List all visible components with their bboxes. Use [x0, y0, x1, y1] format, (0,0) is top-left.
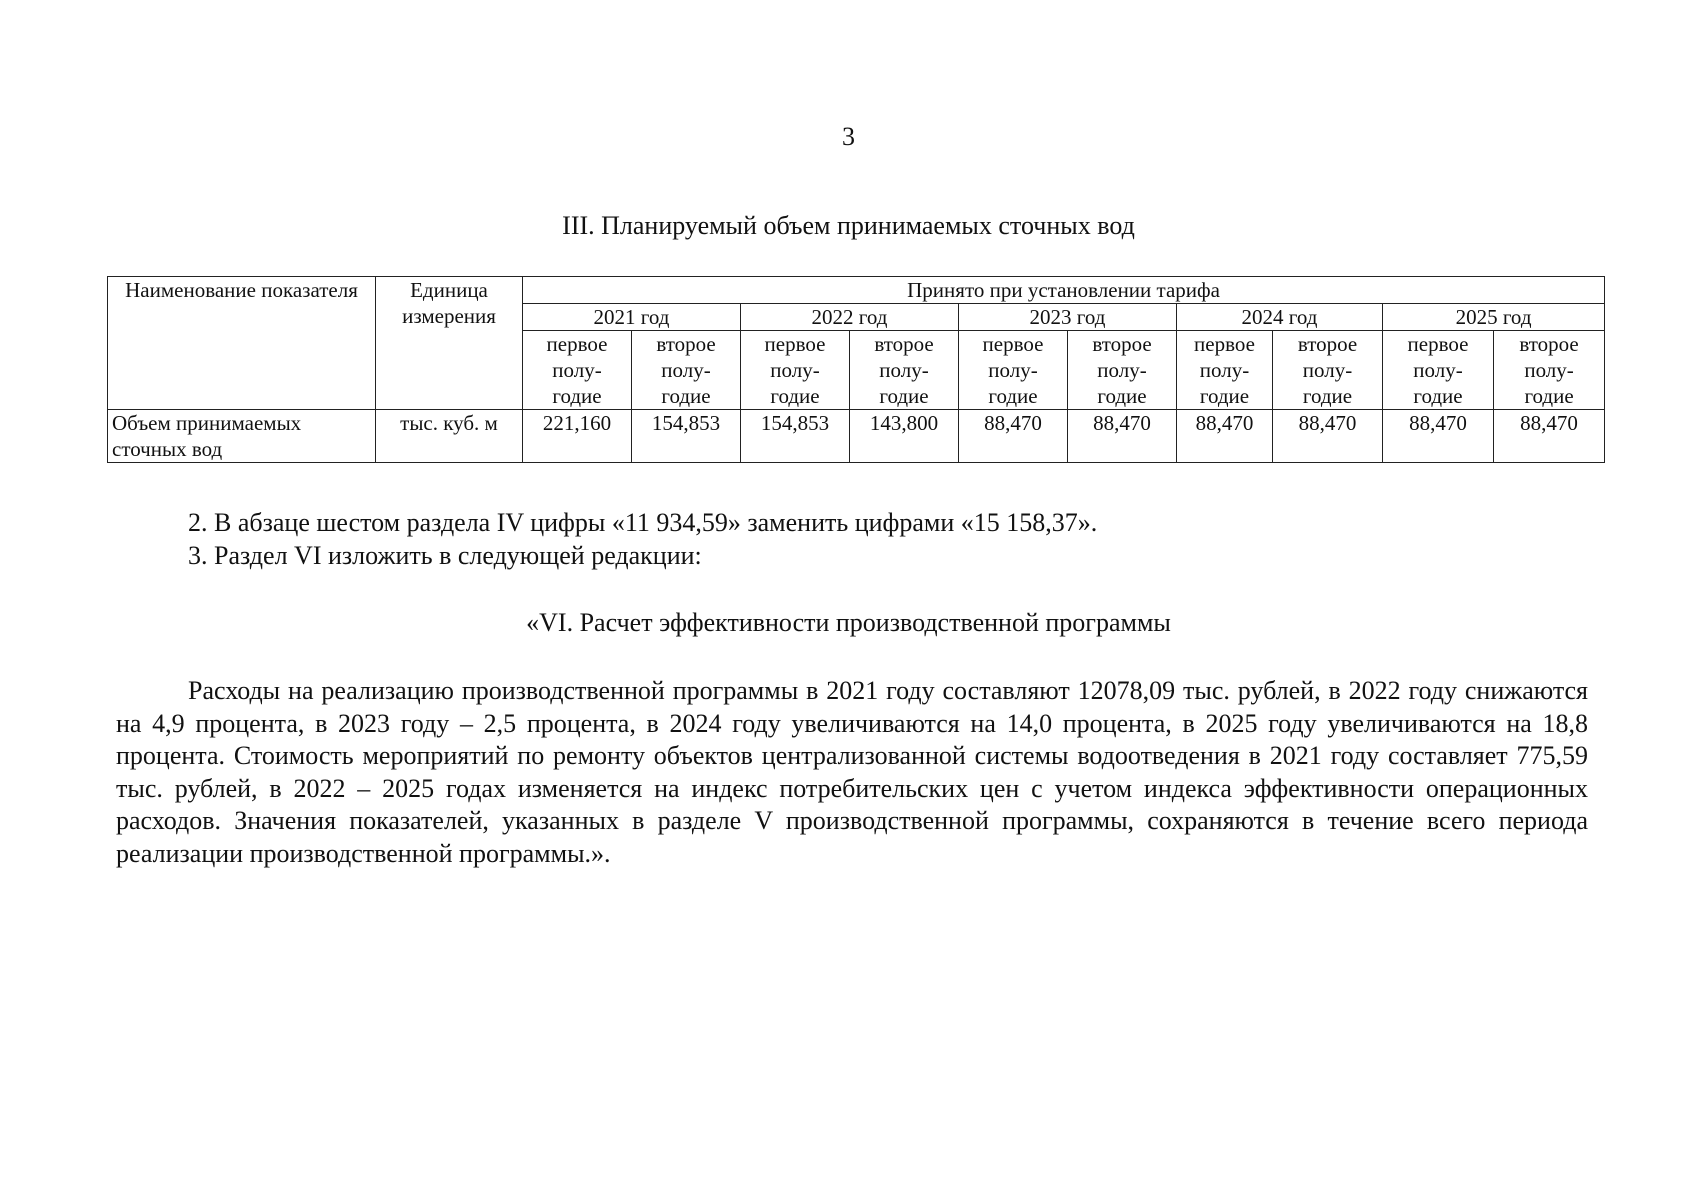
planned-volume-table: [107, 276, 1605, 463]
value-cell: 88,470: [1494, 410, 1605, 463]
half-header-second: [1068, 331, 1177, 410]
value-cell: 143,800: [850, 410, 959, 463]
half-second-label: второе полу- годие: [1092, 332, 1152, 408]
half-header-second: [1494, 331, 1605, 410]
col-unit-header: Единица измерения: [376, 277, 523, 410]
section-title: III. Планируемый объем принимаемых сточных вод: [562, 211, 1135, 240]
amendment-item-3: 3. Раздел VI изложить в следующей редакции:: [188, 541, 702, 570]
year-header-2024: 2024 год: [1177, 304, 1383, 331]
tariff-group-header: Принято при установлении тарифа: [523, 277, 1605, 304]
page-number: 3: [842, 122, 855, 151]
half-first-label: первое полу- годие: [764, 332, 826, 408]
half-header-second: [1273, 331, 1383, 410]
year-header-2022: 2022 год: [741, 304, 959, 331]
half-header-second: [850, 331, 959, 410]
body-paragraph: Расходы на реализацию производственной программы в 2021 году составляют 12078,09 тыс. рублей, в 2022 году снижаются на 4,9 процента, в 2023 году – 2,5 процента, в 2024 году увеличиваются на 14,0 процента, в 2025 году увеличиваются на 18,8 процента. Стоимость мероприятий по ремонту объектов централизованной системы водоотведения в 2021 году составляет 775,59 тыс. рублей, в 2022 – 2025 годах изменяется на индекс потребительских цен с учетом индекса эффективности операционных расходов. Значения показателей, указанных в разделе V производственной программы, сохраняются в течение всего периода реализации производственной программы.».: [116, 676, 1588, 868]
half-header-first: [1383, 331, 1494, 410]
value-cell: 154,853: [632, 410, 741, 463]
half-second-label: второе полу- годие: [874, 332, 934, 408]
half-header-first: [741, 331, 850, 410]
value-cell: 88,470: [1273, 410, 1383, 463]
half-header-first: [523, 331, 632, 410]
subsection-title: «VI. Расчет эффективности производственной программы: [526, 608, 1171, 637]
half-header-first: [959, 331, 1068, 410]
year-header-2025: 2025 год: [1383, 304, 1605, 331]
half-second-label: второе полу- годие: [1297, 332, 1358, 408]
value-cell: 88,470: [1383, 410, 1494, 463]
row-name-cell: Объем принимаемых сточных вод: [108, 410, 376, 463]
half-header-second: [632, 331, 741, 410]
half-first-label: первое полу- годие: [1407, 332, 1469, 408]
value-cell: 88,470: [1177, 410, 1273, 463]
half-first-label: первое полу- годие: [982, 332, 1044, 408]
table-header-row-1: [108, 277, 1605, 304]
row-unit-cell: тыс. куб. м: [376, 410, 523, 463]
value-cell: 221,160: [523, 410, 632, 463]
amendment-item-2: 2. В абзаце шестом раздела IV цифры «11 934,59» заменить цифрами «15 158,37».: [188, 508, 1098, 537]
year-header-2021: 2021 год: [523, 304, 741, 331]
half-header-first: [1177, 331, 1273, 410]
half-first-label: первое полу- годие: [1194, 332, 1255, 408]
col-name-header: Наименование показателя: [108, 277, 376, 410]
value-cell: 88,470: [1068, 410, 1177, 463]
value-cell: 154,853: [741, 410, 850, 463]
half-second-label: второе полу- годие: [656, 332, 716, 408]
half-first-label: первое полу- годие: [546, 332, 608, 408]
table-row: [108, 410, 1605, 463]
half-second-label: второе полу- годие: [1519, 332, 1579, 408]
value-cell: 88,470: [959, 410, 1068, 463]
year-header-2023: 2023 год: [959, 304, 1177, 331]
